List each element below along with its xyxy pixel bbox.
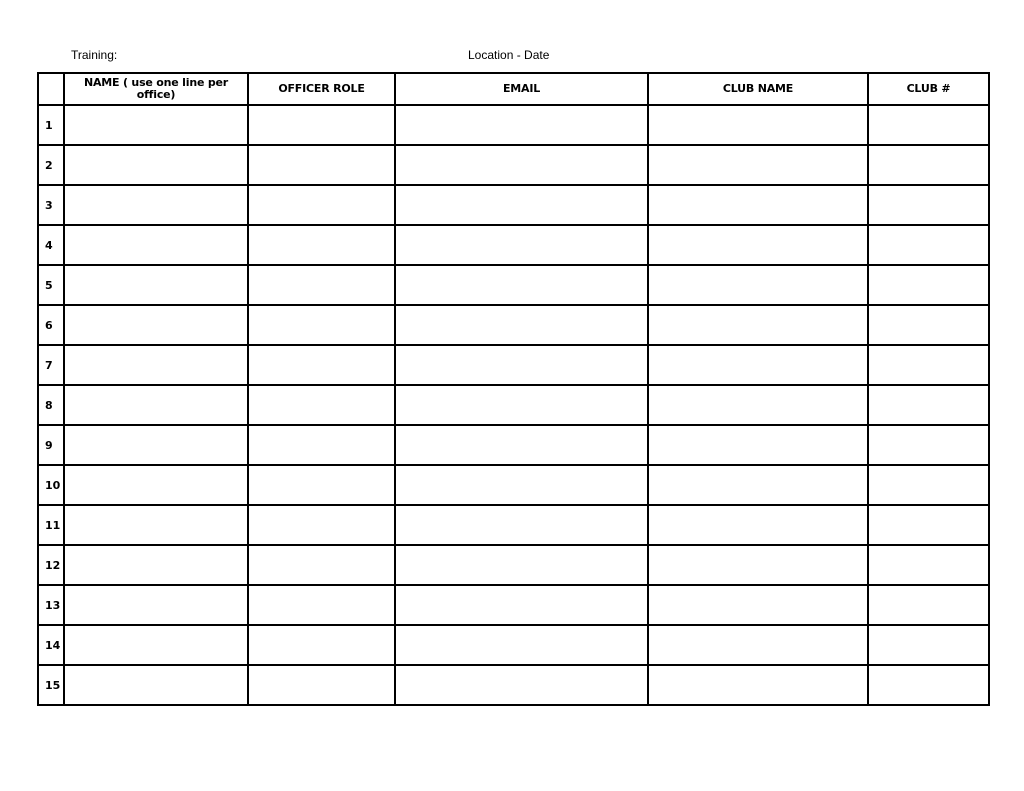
club-name-cell [648,345,868,385]
training-label: Training: [71,48,118,62]
table-row [38,225,989,265]
row-number: 1 [38,105,64,145]
club-number-cell [868,305,989,345]
club-number-cell [868,465,989,505]
table-row [38,105,989,145]
officer-role-cell [248,665,395,705]
column-header-officer-role: OFFICER ROLE [248,73,395,105]
table-row [38,265,989,305]
row-number: 13 [38,585,64,625]
club-name-cell [648,665,868,705]
name-cell [64,425,248,465]
club-name-cell [648,385,868,425]
club-number-cell [868,145,989,185]
club-name-cell [648,625,868,665]
row-number: 6 [38,305,64,345]
officer-role-cell [248,625,395,665]
email-cell [395,505,648,545]
name-cell [64,625,248,665]
row-number: 7 [38,345,64,385]
row-number: 15 [38,665,64,705]
table-row [38,345,989,385]
club-number-cell [868,625,989,665]
club-number-cell [868,425,989,465]
row-number: 14 [38,625,64,665]
email-cell [395,305,648,345]
club-name-cell [648,225,868,265]
name-cell [64,505,248,545]
email-cell [395,585,648,625]
table-row [38,145,989,185]
email-cell [395,465,648,505]
officer-role-cell [248,345,395,385]
name-cell [64,465,248,505]
name-cell [64,305,248,345]
table-row [38,585,989,625]
officer-role-cell [248,105,395,145]
row-number: 3 [38,185,64,225]
name-cell [64,185,248,225]
club-name-cell [648,265,868,305]
club-name-cell [648,105,868,145]
row-number: 5 [38,265,64,305]
table-row [38,185,989,225]
name-cell [64,345,248,385]
email-cell [395,625,648,665]
email-cell [395,265,648,305]
club-name-cell [648,145,868,185]
club-number-cell [868,265,989,305]
club-number-cell [868,225,989,265]
email-cell [395,545,648,585]
club-number-cell [868,545,989,585]
row-number: 8 [38,385,64,425]
name-cell [64,225,248,265]
row-number: 2 [38,145,64,185]
name-cell [64,585,248,625]
club-name-cell [648,185,868,225]
club-name-cell [648,425,868,465]
officer-role-cell [248,305,395,345]
column-header-email: EMAIL [395,73,648,105]
column-header-row-number [38,73,64,105]
officer-role-cell [248,425,395,465]
officer-signin-table [37,72,990,706]
email-cell [395,105,648,145]
row-number: 12 [38,545,64,585]
table-row [38,385,989,425]
officer-role-cell [248,465,395,505]
row-number: 10 [38,465,64,505]
name-cell [64,665,248,705]
column-header-club-number: CLUB # [868,73,989,105]
table-row [38,465,989,505]
name-cell [64,145,248,185]
table-row [38,625,989,665]
club-number-cell [868,105,989,145]
name-cell [64,385,248,425]
officer-role-cell [248,585,395,625]
officer-role-cell [248,545,395,585]
table-row [38,665,989,705]
location-date-label: Location - Date [468,48,550,62]
email-cell [395,665,648,705]
name-cell [64,545,248,585]
row-number: 11 [38,505,64,545]
officer-role-cell [248,505,395,545]
column-header-name: NAME ( use one line per office) [64,73,248,105]
row-number: 4 [38,225,64,265]
club-number-cell [868,345,989,385]
row-number: 9 [38,425,64,465]
officer-role-cell [248,385,395,425]
club-name-cell [648,505,868,545]
club-name-cell [648,305,868,345]
column-header-club-name: CLUB NAME [648,73,868,105]
club-number-cell [868,665,989,705]
club-name-cell [648,585,868,625]
name-cell [64,105,248,145]
email-cell [395,425,648,465]
email-cell [395,385,648,425]
table-row [38,505,989,545]
email-cell [395,145,648,185]
email-cell [395,185,648,225]
table-row [38,425,989,465]
officer-role-cell [248,185,395,225]
table-row [38,545,989,585]
club-name-cell [648,545,868,585]
officer-role-cell [248,265,395,305]
club-number-cell [868,585,989,625]
officer-role-cell [248,225,395,265]
name-cell [64,265,248,305]
club-name-cell [648,465,868,505]
club-number-cell [868,185,989,225]
club-number-cell [868,385,989,425]
email-cell [395,225,648,265]
officer-role-cell [248,145,395,185]
email-cell [395,345,648,385]
table-row [38,305,989,345]
table-header-row [38,73,989,105]
club-number-cell [868,505,989,545]
